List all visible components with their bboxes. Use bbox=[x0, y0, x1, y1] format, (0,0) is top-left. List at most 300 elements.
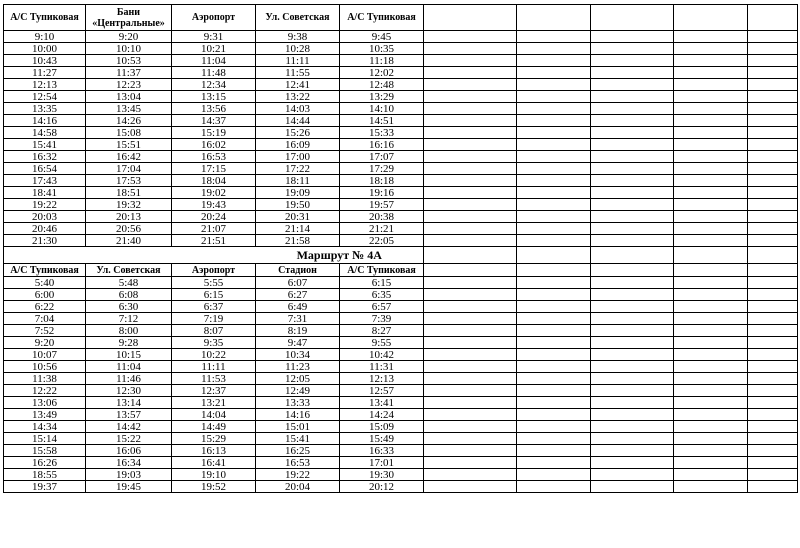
time-cell: 11:27 bbox=[4, 67, 86, 79]
empty-cell bbox=[591, 433, 674, 445]
time-cell: 16:34 bbox=[86, 457, 172, 469]
time-cell: 10:56 bbox=[4, 361, 86, 373]
time-cell: 20:31 bbox=[256, 211, 340, 223]
time-cell: 9:45 bbox=[340, 31, 424, 43]
empty-cell bbox=[674, 103, 748, 115]
time-cell: 13:33 bbox=[256, 397, 340, 409]
empty-cell bbox=[517, 223, 591, 235]
empty-cell bbox=[591, 67, 674, 79]
time-cell: 19:43 bbox=[172, 199, 256, 211]
time-cell: 16:41 bbox=[172, 457, 256, 469]
empty-cell bbox=[517, 91, 591, 103]
time-cell: 19:37 bbox=[4, 481, 86, 493]
time-cell: 16:09 bbox=[256, 139, 340, 151]
empty-cell bbox=[424, 103, 517, 115]
empty-cell bbox=[748, 373, 798, 385]
time-cell: 5:55 bbox=[172, 277, 256, 289]
empty-cell bbox=[424, 433, 517, 445]
empty-cell bbox=[591, 31, 674, 43]
table-row bbox=[4, 373, 798, 385]
time-cell: 18:41 bbox=[4, 187, 86, 199]
empty-cell bbox=[591, 43, 674, 55]
time-cell: 12:05 bbox=[256, 373, 340, 385]
time-cell: 13:22 bbox=[256, 91, 340, 103]
time-cell: 14:37 bbox=[172, 115, 256, 127]
empty-cell bbox=[748, 91, 798, 103]
time-cell: 9:20 bbox=[4, 337, 86, 349]
time-cell: 11:31 bbox=[340, 361, 424, 373]
time-cell: 16:26 bbox=[4, 457, 86, 469]
table-row bbox=[4, 151, 798, 163]
time-cell: 11:04 bbox=[172, 55, 256, 67]
empty-cell bbox=[517, 43, 591, 55]
time-cell: 16:33 bbox=[340, 445, 424, 457]
time-cell: 7:04 bbox=[4, 313, 86, 325]
empty-cell bbox=[424, 397, 517, 409]
time-cell: 19:57 bbox=[340, 199, 424, 211]
empty-cell bbox=[591, 469, 674, 481]
column-header: А/С Тупиковая bbox=[340, 264, 424, 277]
empty-cell bbox=[424, 187, 517, 199]
empty-cell bbox=[517, 349, 591, 361]
time-cell: 20:46 bbox=[4, 223, 86, 235]
empty-cell bbox=[674, 199, 748, 211]
time-cell: 12:54 bbox=[4, 91, 86, 103]
empty-cell bbox=[748, 235, 798, 247]
empty-cell bbox=[517, 67, 591, 79]
time-cell: 11:11 bbox=[256, 55, 340, 67]
empty-cell bbox=[424, 55, 517, 67]
empty-cell bbox=[591, 151, 674, 163]
empty-cell bbox=[674, 31, 748, 43]
table-row bbox=[4, 55, 798, 67]
table-row bbox=[4, 43, 798, 55]
time-cell: 10:53 bbox=[86, 55, 172, 67]
empty-cell bbox=[748, 247, 798, 264]
empty-cell bbox=[517, 337, 591, 349]
empty-cell bbox=[591, 361, 674, 373]
empty-cell bbox=[674, 115, 748, 127]
time-cell: 8:27 bbox=[340, 325, 424, 337]
time-cell: 10:00 bbox=[4, 43, 86, 55]
time-cell: 19:02 bbox=[172, 187, 256, 199]
time-cell: 19:16 bbox=[340, 187, 424, 199]
empty-cell bbox=[424, 223, 517, 235]
table-row bbox=[4, 235, 798, 247]
empty-cell bbox=[591, 385, 674, 397]
empty-cell bbox=[424, 409, 517, 421]
empty-cell bbox=[674, 289, 748, 301]
empty-cell bbox=[424, 301, 517, 313]
empty-cell bbox=[674, 127, 748, 139]
time-cell: 18:18 bbox=[340, 175, 424, 187]
time-cell: 10:42 bbox=[340, 349, 424, 361]
time-cell: 11:55 bbox=[256, 67, 340, 79]
empty-cell bbox=[591, 457, 674, 469]
table-row bbox=[4, 223, 798, 235]
empty-cell bbox=[591, 325, 674, 337]
empty-cell bbox=[674, 163, 748, 175]
empty-cell bbox=[674, 211, 748, 223]
time-cell: 14:34 bbox=[4, 421, 86, 433]
empty-cell bbox=[748, 127, 798, 139]
time-cell: 15:01 bbox=[256, 421, 340, 433]
empty-cell bbox=[674, 481, 748, 493]
table-row bbox=[4, 361, 798, 373]
empty-cell bbox=[748, 223, 798, 235]
time-cell: 6:57 bbox=[340, 301, 424, 313]
empty-cell bbox=[748, 151, 798, 163]
empty-cell bbox=[674, 67, 748, 79]
time-cell: 19:10 bbox=[172, 469, 256, 481]
empty-cell bbox=[517, 277, 591, 289]
empty-cell bbox=[748, 385, 798, 397]
time-cell: 19:03 bbox=[86, 469, 172, 481]
empty-cell bbox=[748, 103, 798, 115]
schedule-sheet bbox=[3, 4, 798, 493]
time-cell: 15:29 bbox=[172, 433, 256, 445]
time-cell: 16:16 bbox=[340, 139, 424, 151]
empty-cell bbox=[674, 385, 748, 397]
column-header: А/С Тупиковая bbox=[340, 5, 424, 31]
time-cell: 14:26 bbox=[86, 115, 172, 127]
time-cell: 21:21 bbox=[340, 223, 424, 235]
empty-cell bbox=[424, 247, 517, 264]
table-row bbox=[4, 469, 798, 481]
route-title: Маршрут № 4А bbox=[256, 247, 424, 264]
time-cell: 5:40 bbox=[4, 277, 86, 289]
empty-cell bbox=[517, 187, 591, 199]
time-cell: 14:03 bbox=[256, 103, 340, 115]
empty-cell bbox=[591, 91, 674, 103]
empty-cell bbox=[517, 385, 591, 397]
empty-cell bbox=[748, 457, 798, 469]
empty-cell bbox=[424, 115, 517, 127]
time-cell: 17:43 bbox=[4, 175, 86, 187]
column-header: Аэропорт bbox=[172, 264, 256, 277]
column-header: Ул. Советская bbox=[256, 5, 340, 31]
time-cell: 21:51 bbox=[172, 235, 256, 247]
empty-cell bbox=[748, 277, 798, 289]
empty-cell bbox=[674, 235, 748, 247]
time-cell: 19:09 bbox=[256, 187, 340, 199]
empty-cell bbox=[424, 289, 517, 301]
time-cell: 9:28 bbox=[86, 337, 172, 349]
time-cell: 18:55 bbox=[4, 469, 86, 481]
empty-cell bbox=[517, 31, 591, 43]
time-cell: 10:35 bbox=[340, 43, 424, 55]
table-row bbox=[4, 211, 798, 223]
empty-cell bbox=[517, 103, 591, 115]
empty-cell bbox=[517, 481, 591, 493]
time-cell: 17:07 bbox=[340, 151, 424, 163]
column-header: Бани «Центральные» bbox=[86, 5, 172, 31]
empty-cell bbox=[517, 163, 591, 175]
empty-cell bbox=[591, 199, 674, 211]
column-header: А/С Тупиковая bbox=[4, 5, 86, 31]
table-row bbox=[4, 349, 798, 361]
empty-cell bbox=[4, 247, 256, 264]
time-cell: 19:30 bbox=[340, 469, 424, 481]
empty-cell bbox=[748, 115, 798, 127]
time-cell: 13:29 bbox=[340, 91, 424, 103]
empty-cell bbox=[748, 361, 798, 373]
empty-cell bbox=[591, 481, 674, 493]
table-row bbox=[4, 139, 798, 151]
time-cell: 12:48 bbox=[340, 79, 424, 91]
table-row bbox=[4, 187, 798, 199]
time-cell: 9:20 bbox=[86, 31, 172, 43]
time-cell: 22:05 bbox=[340, 235, 424, 247]
time-cell: 17:29 bbox=[340, 163, 424, 175]
empty-cell bbox=[424, 373, 517, 385]
empty-cell bbox=[674, 325, 748, 337]
empty-cell bbox=[674, 373, 748, 385]
time-cell: 10:07 bbox=[4, 349, 86, 361]
route-title-row bbox=[4, 247, 798, 264]
table-row bbox=[4, 445, 798, 457]
empty-cell bbox=[517, 247, 591, 264]
empty-cell bbox=[591, 445, 674, 457]
empty-cell bbox=[591, 247, 674, 264]
table-row bbox=[4, 91, 798, 103]
time-cell: 12:22 bbox=[4, 385, 86, 397]
empty-cell bbox=[748, 264, 798, 277]
empty-cell bbox=[517, 457, 591, 469]
time-cell: 6:07 bbox=[256, 277, 340, 289]
time-cell: 13:21 bbox=[172, 397, 256, 409]
empty-cell bbox=[591, 163, 674, 175]
table-row bbox=[4, 313, 798, 325]
empty-cell bbox=[517, 397, 591, 409]
empty-cell bbox=[748, 301, 798, 313]
time-cell: 15:22 bbox=[86, 433, 172, 445]
empty-cell bbox=[424, 277, 517, 289]
time-cell: 15:14 bbox=[4, 433, 86, 445]
time-cell: 17:04 bbox=[86, 163, 172, 175]
empty-cell bbox=[424, 313, 517, 325]
empty-cell bbox=[591, 223, 674, 235]
empty-cell bbox=[674, 397, 748, 409]
empty-cell bbox=[674, 223, 748, 235]
empty-cell bbox=[424, 211, 517, 223]
empty-cell bbox=[674, 5, 748, 31]
time-cell: 6:27 bbox=[256, 289, 340, 301]
time-cell: 13:14 bbox=[86, 397, 172, 409]
time-cell: 15:51 bbox=[86, 139, 172, 151]
time-cell: 6:08 bbox=[86, 289, 172, 301]
time-cell: 11:11 bbox=[172, 361, 256, 373]
time-cell: 9:10 bbox=[4, 31, 86, 43]
time-cell: 7:19 bbox=[172, 313, 256, 325]
time-cell: 20:56 bbox=[86, 223, 172, 235]
time-cell: 8:19 bbox=[256, 325, 340, 337]
table-row bbox=[4, 457, 798, 469]
time-cell: 21:58 bbox=[256, 235, 340, 247]
empty-cell bbox=[674, 361, 748, 373]
empty-cell bbox=[424, 264, 517, 277]
time-cell: 13:57 bbox=[86, 409, 172, 421]
time-cell: 7:31 bbox=[256, 313, 340, 325]
time-cell: 12:41 bbox=[256, 79, 340, 91]
empty-cell bbox=[674, 139, 748, 151]
empty-cell bbox=[591, 313, 674, 325]
time-cell: 21:30 bbox=[4, 235, 86, 247]
time-cell: 13:49 bbox=[4, 409, 86, 421]
empty-cell bbox=[591, 175, 674, 187]
empty-cell bbox=[517, 289, 591, 301]
empty-cell bbox=[674, 433, 748, 445]
time-cell: 14:51 bbox=[340, 115, 424, 127]
empty-cell bbox=[424, 235, 517, 247]
time-cell: 20:04 bbox=[256, 481, 340, 493]
time-cell: 14:10 bbox=[340, 103, 424, 115]
empty-cell bbox=[748, 325, 798, 337]
empty-cell bbox=[674, 421, 748, 433]
empty-cell bbox=[674, 313, 748, 325]
time-cell: 12:37 bbox=[172, 385, 256, 397]
time-cell: 19:52 bbox=[172, 481, 256, 493]
column-header: Ул. Советская bbox=[86, 264, 172, 277]
empty-cell bbox=[748, 199, 798, 211]
time-cell: 12:02 bbox=[340, 67, 424, 79]
time-cell: 14:49 bbox=[172, 421, 256, 433]
time-cell: 6:15 bbox=[340, 277, 424, 289]
time-cell: 18:11 bbox=[256, 175, 340, 187]
time-cell: 16:53 bbox=[256, 457, 340, 469]
time-cell: 17:22 bbox=[256, 163, 340, 175]
time-cell: 6:22 bbox=[4, 301, 86, 313]
empty-cell bbox=[517, 313, 591, 325]
empty-cell bbox=[424, 385, 517, 397]
time-cell: 13:41 bbox=[340, 397, 424, 409]
empty-cell bbox=[674, 175, 748, 187]
empty-cell bbox=[424, 421, 517, 433]
empty-cell bbox=[591, 409, 674, 421]
empty-cell bbox=[424, 457, 517, 469]
empty-cell bbox=[591, 277, 674, 289]
time-cell: 9:31 bbox=[172, 31, 256, 43]
empty-cell bbox=[674, 277, 748, 289]
empty-cell bbox=[424, 163, 517, 175]
empty-cell bbox=[424, 67, 517, 79]
empty-cell bbox=[424, 31, 517, 43]
empty-cell bbox=[591, 127, 674, 139]
time-cell: 12:34 bbox=[172, 79, 256, 91]
time-cell: 20:38 bbox=[340, 211, 424, 223]
empty-cell bbox=[748, 163, 798, 175]
table-row bbox=[4, 277, 798, 289]
time-cell: 15:19 bbox=[172, 127, 256, 139]
empty-cell bbox=[517, 361, 591, 373]
empty-cell bbox=[424, 481, 517, 493]
empty-cell bbox=[591, 373, 674, 385]
empty-cell bbox=[591, 5, 674, 31]
time-cell: 14:24 bbox=[340, 409, 424, 421]
time-cell: 6:15 bbox=[172, 289, 256, 301]
empty-cell bbox=[517, 115, 591, 127]
time-cell: 19:45 bbox=[86, 481, 172, 493]
time-cell: 11:04 bbox=[86, 361, 172, 373]
empty-cell bbox=[517, 325, 591, 337]
time-cell: 10:15 bbox=[86, 349, 172, 361]
empty-cell bbox=[674, 43, 748, 55]
time-cell: 15:58 bbox=[4, 445, 86, 457]
empty-cell bbox=[517, 445, 591, 457]
time-cell: 20:12 bbox=[340, 481, 424, 493]
time-cell: 14:16 bbox=[256, 409, 340, 421]
time-cell: 20:13 bbox=[86, 211, 172, 223]
time-cell: 8:00 bbox=[86, 325, 172, 337]
table-row bbox=[4, 103, 798, 115]
empty-cell bbox=[517, 235, 591, 247]
empty-cell bbox=[517, 175, 591, 187]
time-cell: 15:26 bbox=[256, 127, 340, 139]
time-cell: 10:21 bbox=[172, 43, 256, 55]
table-row bbox=[4, 433, 798, 445]
empty-cell bbox=[517, 469, 591, 481]
time-cell: 14:44 bbox=[256, 115, 340, 127]
time-cell: 12:30 bbox=[86, 385, 172, 397]
time-cell: 15:09 bbox=[340, 421, 424, 433]
time-cell: 20:24 bbox=[172, 211, 256, 223]
empty-cell bbox=[591, 337, 674, 349]
time-cell: 14:42 bbox=[86, 421, 172, 433]
empty-cell bbox=[517, 55, 591, 67]
empty-cell bbox=[424, 337, 517, 349]
empty-cell bbox=[748, 337, 798, 349]
time-cell: 13:35 bbox=[4, 103, 86, 115]
empty-cell bbox=[674, 445, 748, 457]
empty-cell bbox=[674, 301, 748, 313]
empty-cell bbox=[517, 139, 591, 151]
time-cell: 20:03 bbox=[4, 211, 86, 223]
table-row bbox=[4, 79, 798, 91]
empty-cell bbox=[748, 397, 798, 409]
empty-cell bbox=[591, 103, 674, 115]
empty-cell bbox=[674, 151, 748, 163]
empty-cell bbox=[517, 199, 591, 211]
empty-cell bbox=[591, 211, 674, 223]
table-row bbox=[4, 481, 798, 493]
table-row bbox=[4, 67, 798, 79]
empty-cell bbox=[674, 187, 748, 199]
time-cell: 19:32 bbox=[86, 199, 172, 211]
time-cell: 15:08 bbox=[86, 127, 172, 139]
empty-cell bbox=[674, 79, 748, 91]
empty-cell bbox=[517, 5, 591, 31]
empty-cell bbox=[424, 91, 517, 103]
empty-cell bbox=[424, 43, 517, 55]
time-cell: 13:56 bbox=[172, 103, 256, 115]
time-cell: 13:15 bbox=[172, 91, 256, 103]
empty-cell bbox=[517, 433, 591, 445]
time-cell: 13:04 bbox=[86, 91, 172, 103]
time-cell: 7:12 bbox=[86, 313, 172, 325]
empty-cell bbox=[424, 79, 517, 91]
time-cell: 6:30 bbox=[86, 301, 172, 313]
empty-cell bbox=[591, 421, 674, 433]
time-cell: 12:23 bbox=[86, 79, 172, 91]
empty-cell bbox=[591, 55, 674, 67]
time-cell: 15:41 bbox=[256, 433, 340, 445]
empty-cell bbox=[424, 151, 517, 163]
empty-cell bbox=[517, 151, 591, 163]
time-cell: 13:45 bbox=[86, 103, 172, 115]
empty-cell bbox=[748, 31, 798, 43]
time-cell: 6:49 bbox=[256, 301, 340, 313]
empty-cell bbox=[674, 469, 748, 481]
